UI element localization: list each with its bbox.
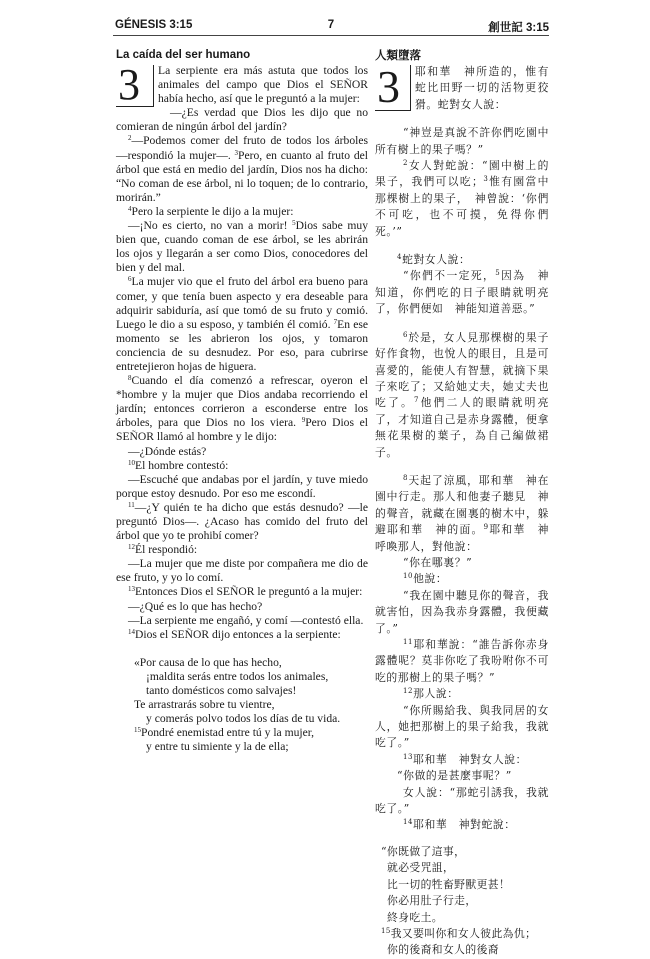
poem-line: 你的後裔和女人的後裔	[387, 943, 499, 957]
verse-12: $^{12}$Él respondió:	[128, 543, 198, 557]
dialogue: —La serpiente me engañó, y comí —contestó ella.	[128, 613, 364, 627]
verse-12: $^{12}$那人說：	[403, 687, 459, 701]
verse-number: 5	[495, 269, 501, 278]
verse-number: 9	[483, 523, 489, 532]
dialogue: “你做的是甚麼事呢？”	[397, 769, 512, 783]
verse-1: 耶和華 神所造的，惟有蛇比田野一切的活物更狡猾。蛇對女人說：	[415, 65, 549, 111]
dialogue: “你在哪裏？”	[403, 555, 473, 569]
verse-number: 7	[333, 317, 338, 326]
dialogue: —Escuché que andabas por el jardín, y tuve miedo porque estoy desnudo. Por eso me escondí.	[116, 472, 368, 500]
verse-number: 15	[381, 926, 391, 935]
verse-number: 3	[234, 148, 239, 157]
verse-10: $^{10}$El hombre contestó:	[128, 458, 229, 472]
poem-line: Te arrastrarás sobre tu vientre,	[134, 698, 275, 712]
verse-2-3: $^2$—Podemos comer del fruto de todos los árboles —respondió la mujer—. $^3$Pero, en cuanto al fruto del árbol que está en medio del jardín, Dios nos ha dicho: “No coman de ese árbol, ni lo toquen; de lo contrario, morirán.”	[116, 134, 368, 204]
verse-number: 10	[403, 572, 414, 581]
verse-number: 11	[403, 638, 414, 646]
verse-5: —¡No es cierto, no van a morir! $^5$Dios sabe muy bien que, cuando coman de ese árbol, se les abrirán los ojos y llegarán a ser como Dios, conocedores del bien y del mal.	[116, 219, 368, 275]
poem-line: $^{15}$Pondré enemistad entre tú y la mujer,	[134, 726, 315, 740]
chinese-column	[375, 48, 549, 959]
verse-number: 6	[128, 275, 132, 284]
poem-line: ¡maldita serás entre todos los animales,	[146, 669, 329, 683]
section-title-chinese: 人類墮落	[375, 48, 421, 62]
verse-2-3: $^2$女人對蛇說：“園中樹上的果子，我們可以吃；$^3$惟有園當中那棵樹上的果子， 神曾說：‘你們不可吃，也不可摸，免得你們死。’”	[375, 159, 549, 238]
poetry-block-spanish	[116, 656, 368, 755]
verse-6-7: $^6$La mujer vio que el fruto del árbol era bueno para comer, y que tenía buen aspecto y era deseable para adquirir sabiduría, así que tomó de su fruto y comió. Luego le dio a su esposo, y también él comió. $^7$En ese momento se les abrieron los ojos, y tomaron conciencia de su desnudez. Por eso, para cubrirse entretejieron hojas de higuera.	[116, 275, 368, 373]
chapter-number-dropcap: 3	[375, 65, 411, 111]
poem-line: “你既做了這事，	[381, 844, 466, 858]
verse-number: 5	[292, 219, 296, 228]
dialogue: “神豈是真說不許你們吃園中所有樹上的果子嗎？”	[375, 126, 549, 156]
verse-number: 14	[128, 627, 135, 636]
section-title-spanish: La caída del ser humano	[116, 49, 251, 61]
verse-4: $^4$Pero la serpiente le dijo a la mujer:	[128, 204, 294, 218]
poem-line: 就必受咒詛，	[387, 861, 455, 875]
verse-number: 6	[403, 330, 409, 339]
verse-8-9: $^8$天起了涼風，耶和華 神在園中行走。那人和他妻子聽見 神的聲音，就藏在園裏的樹木中，躲避耶和華 神的面。$^9$耶和華 神呼喚那人，對他說：	[375, 473, 550, 553]
verse-number: 4	[397, 253, 403, 262]
dialogue: 女人說：“那蛇引誘我，我就吃了。”	[375, 785, 549, 816]
verse-5: “你們不一定死，$^5$因為 神知道，你們吃的日子眼睛就明亮了，你們便如 神能知道善惡。”	[375, 269, 549, 316]
verse-4: $^4$蛇對女人說：	[397, 253, 471, 267]
verse-number: 9	[301, 416, 306, 425]
verse-number: 7	[413, 396, 420, 405]
header-book-reference-spanish: GÉNESIS 3:15	[115, 19, 193, 31]
chapter-number-dropcap: 3	[116, 65, 154, 107]
verse-number: 8	[128, 374, 132, 383]
verse-10: $^{10}$他說：	[403, 572, 448, 586]
verse-number: 3	[483, 175, 489, 184]
verse-number: 12	[403, 687, 414, 696]
verse-14: $^{14}$耶和華 神對蛇說：	[403, 818, 516, 832]
verse-13: $^{13}$Entonces Dios el SEÑOR le preguntó a la mujer:	[128, 585, 363, 599]
verse-number: 2	[403, 159, 409, 168]
dialogue: “你所賜給我、與我同居的女人，她把那樹上的果子給我，我就吃了。”	[375, 703, 549, 750]
verse-number: 13	[128, 585, 135, 594]
dialogue: —¿Es verdad que Dios les dijo que no comieran de ningún árbol del jardín?	[116, 106, 368, 134]
dialogue: —¿Qué es lo que has hecho?	[128, 599, 263, 613]
verse-number: 15	[134, 726, 141, 735]
poem-line: 比一切的牲畜野獸更甚！	[387, 877, 511, 891]
verse-13: $^{13}$耶和華 神對女人說：	[403, 752, 528, 766]
page-number: 7	[327, 19, 335, 31]
verse-number: 11	[128, 500, 135, 509]
bible-page	[113, 0, 550, 957]
verse-14: $^{14}$Dios el SEÑOR dijo entonces a la serpiente:	[128, 627, 341, 641]
header-book-reference-chinese: 創世記 3:15	[488, 22, 549, 34]
verse-number: 4	[128, 204, 132, 213]
dialogue: —¿Dónde estás?	[128, 444, 207, 458]
poem-line: y comerás polvo todos los días de tu vida.	[146, 712, 341, 726]
dialogue: “我在園中聽見你的聲音，我就害怕，因為我赤身露體，我便藏了。”	[375, 588, 549, 635]
verse-number: 14	[403, 818, 414, 827]
poem-line: «Por causa de lo que has hecho,	[134, 655, 282, 669]
poem-line: y entre tu simiente y la de ella;	[146, 740, 289, 754]
verse-11: $^{11}$—¿Y quién te ha dicho que estás desnudo? —le preguntó Dios—. ¿Acaso has comido del fruto del árbol que yo te prohibí comer?	[116, 500, 368, 543]
poem-line: tanto domésticos como salvajes!	[146, 684, 297, 698]
poem-line: $^{15}$我又要叫你和女人彼此為仇；	[381, 926, 537, 940]
running-header	[113, 19, 549, 36]
verse-8-9: $^8$Cuando el día comenzó a refrescar, oyeron el *hombre y la mujer que Dios andaba recorriendo el jardín; entonces corrieron a esconderse entre los árboles, para que Dios no los viera. $^9$Pero Dios el SEÑOR llamó al hombre y le dijo:	[116, 374, 368, 444]
spanish-column	[116, 48, 368, 755]
verse-number: 10	[128, 458, 135, 467]
poem-line: 終身吃土。	[387, 910, 443, 924]
dialogue: —La mujer que me diste por compañera me dio de ese fruto, y yo lo comí.	[116, 557, 368, 585]
verse-1: La serpiente era más astuta que todos los animales del campo que Dios el SEÑOR había hecho, así que le preguntó a la mujer:	[158, 64, 368, 106]
verse-number: 8	[403, 473, 409, 482]
verse-6-7: $^6$於是，女人見那棵樹的果子好作食物，也悅人的眼目，且是可喜愛的，能使人有智慧，就摘下果子來吃了；又給她丈夫，她丈夫也吃了。$^7$他們二人的眼睛就明亮了，才知道自己是赤身露體，便拿無花果樹的葉子，為自己編做裙子。	[375, 330, 549, 459]
poem-line: 你必用肚子行走，	[387, 894, 477, 908]
verse-number: 13	[403, 752, 414, 761]
verse-11: $^{11}$耶和華說：“誰告訴你赤身露體呢？莫非你吃了我吩咐你不可吃的那樹上的果子嗎？”	[375, 638, 549, 684]
verse-number: 12	[128, 543, 135, 552]
verse-number: 2	[128, 134, 132, 143]
poetry-block-chinese	[375, 844, 549, 959]
